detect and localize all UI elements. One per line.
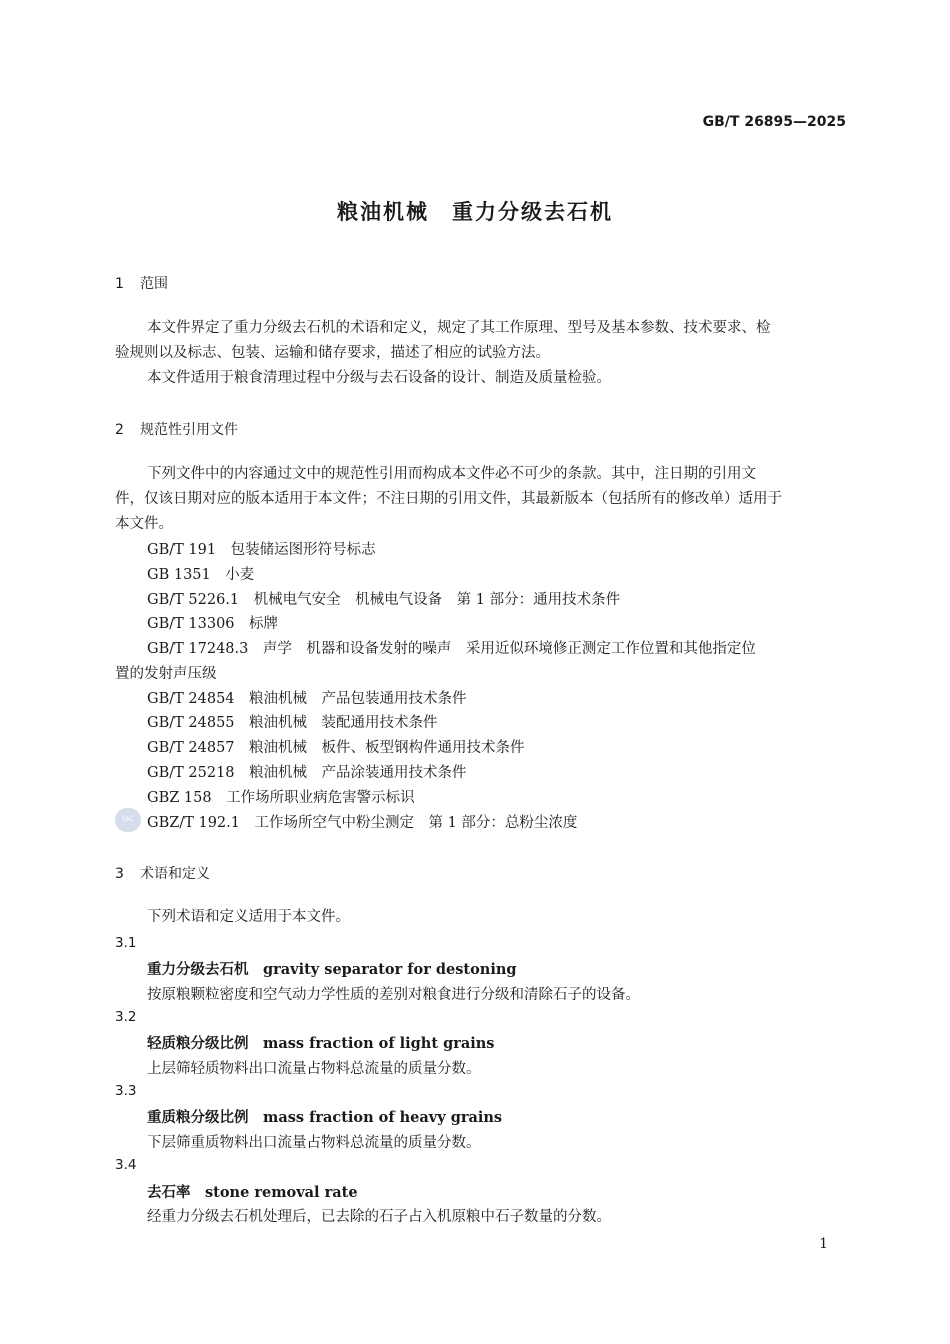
- reference-item: GB/T 24857 粮油机械 板件、板型钢构件通用技术条件: [147, 740, 525, 756]
- terms-intro: 下列术语和定义适用于本文件。: [147, 909, 350, 925]
- section-3-heading: [115, 863, 210, 883]
- term-definition: 下层筛重质物料出口流量占物料总流量的质量分数。: [147, 1135, 481, 1151]
- term-name-en: mass fraction of heavy grains: [263, 1109, 503, 1126]
- term-definition: 上层筛轻质物料出口流量占物料总流量的质量分数。: [147, 1061, 481, 1077]
- term-name-en: gravity separator for destoning: [263, 961, 517, 978]
- term-heading: [147, 1106, 502, 1127]
- reference-item: GB/T 191 包装储运图形符号标志: [147, 542, 376, 558]
- term-name-zh: 重力分级去石机: [147, 962, 249, 978]
- term-heading: [147, 958, 517, 979]
- section-1-heading: [115, 273, 168, 293]
- term-number: 3.4: [115, 1157, 137, 1173]
- paragraph-line: 本文件界定了重力分级去石机的术语和定义，规定了其工作原理、型号及基本参数、技术要求、检: [147, 320, 771, 336]
- reference-item: GB/T 13306 标牌: [147, 616, 279, 632]
- section-number: 3: [115, 866, 124, 882]
- page-number: 1: [819, 1236, 828, 1252]
- section-title: 规范性引用文件: [140, 422, 238, 438]
- references-intro-line-3: 本文件。: [115, 516, 173, 532]
- section-number: 1: [115, 276, 124, 292]
- term-heading: [147, 1032, 494, 1053]
- standard-number: GB/T 26895—2025: [702, 114, 846, 130]
- references-intro-line-2: 件，仅该日期对应的版本适用于本文件；不注日期的引用文件，其最新版本（包括所有的修改单）适用于: [115, 491, 782, 507]
- scope-paragraph-2: 本文件适用于粮食清理过程中分级与去石设备的设计、制造及质量检验。: [147, 370, 611, 386]
- reference-item: GB/T 24855 粮油机械 装配通用技术条件: [147, 715, 438, 731]
- reference-item: GBZ 158 工作场所职业病危害警示标识: [147, 790, 415, 806]
- reference-item: GB/T 5226.1 机械电气安全 机械电气设备 第 1 部分：通用技术条件: [147, 592, 621, 608]
- reference-item: GB 1351 小麦: [147, 567, 255, 583]
- term-name-zh: 去石率: [147, 1185, 191, 1201]
- watermark-logo-icon: SAC: [115, 808, 141, 832]
- term-heading: [147, 1181, 358, 1202]
- document-title: 粮油机械 重力分级去石机: [337, 200, 613, 224]
- term-definition: 经重力分级去石机处理后，已去除的石子占入机原粮中石子数量的分数。: [147, 1209, 611, 1225]
- reference-item: GB/T 17248.3 声学 机器和设备发射的噪声 采用近似环境修正测定工作位置和其他指定位: [147, 641, 756, 657]
- section-number: 2: [115, 422, 124, 438]
- references-intro-line-1: 下列文件中的内容通过文中的规范性引用而构成本文件必不可少的条款。其中，注日期的引用文: [147, 466, 756, 482]
- reference-item-cont: 置的发射声压级: [115, 666, 217, 682]
- section-2-heading: [115, 419, 238, 439]
- reference-item: GB/T 25218 粮油机械 产品涂装通用技术条件: [147, 765, 467, 781]
- reference-item: GB/T 24854 粮油机械 产品包装通用技术条件: [147, 691, 467, 707]
- section-title: 范围: [140, 276, 168, 292]
- scope-paragraph-1-cont: 验规则以及标志、包装、运输和储存要求，描述了相应的试验方法。: [115, 345, 550, 361]
- scope-paragraph-1: [115, 316, 846, 341]
- term-name-en: mass fraction of light grains: [263, 1035, 495, 1052]
- term-number: 3.1: [115, 935, 137, 951]
- section-title: 术语和定义: [140, 866, 210, 882]
- reference-item: GBZ/T 192.1 工作场所空气中粉尘测定 第 1 部分：总粉尘浓度: [147, 815, 578, 831]
- term-number: 3.3: [115, 1083, 137, 1099]
- term-number: 3.2: [115, 1009, 137, 1025]
- term-name-en: stone removal rate: [205, 1184, 358, 1201]
- term-name-zh: 重质粮分级比例: [147, 1110, 249, 1126]
- term-name-zh: 轻质粮分级比例: [147, 1036, 249, 1052]
- term-definition: 按原粮颗粒密度和空气动力学性质的差别对粮食进行分级和清除石子的设备。: [147, 987, 640, 1003]
